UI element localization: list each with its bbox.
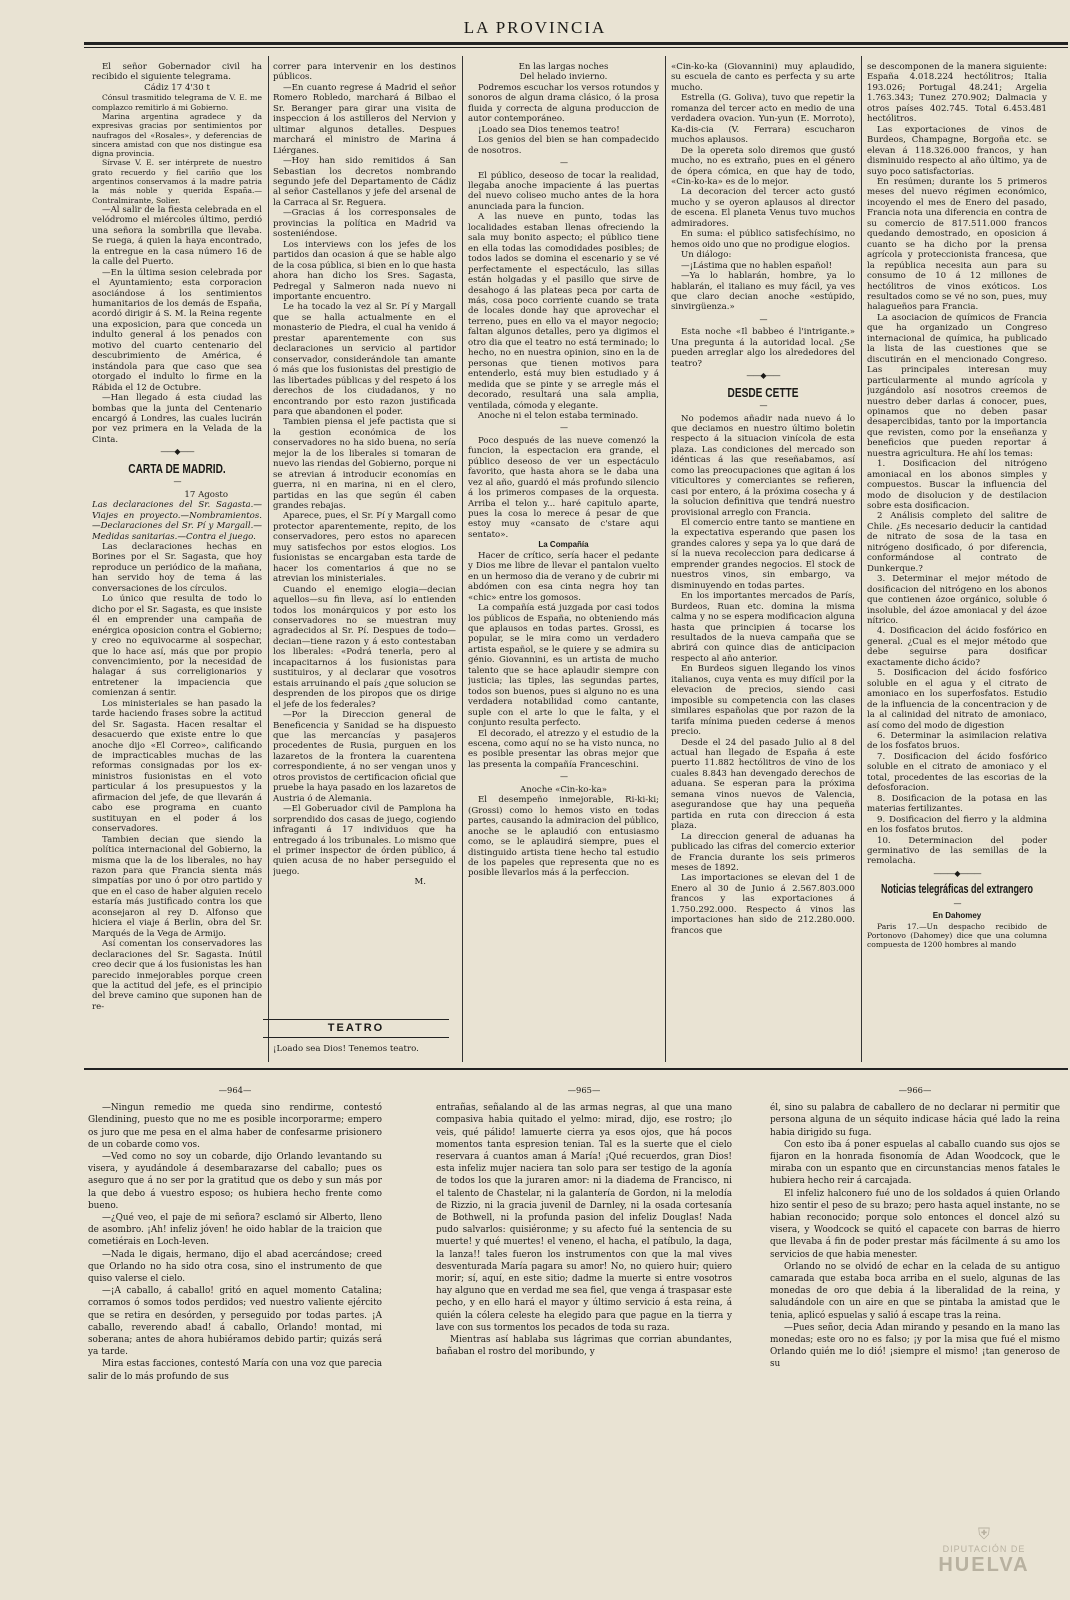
folletin-column-1 [88,1084,382,1584]
paragraph: —Ya lo hablarán, hombre, ya lo hablarán, el italiano es muy fácil, ya ves que claro decian anoche «estúpido, sinvirgüenza.» [671,271,855,313]
paragraph: El comercio entre tanto se mantiene en la expectativa esperando que pasen los grandes calores y sepa ya lo que dará de sí la nueva recoleccion para dedicarse á emprender grandes negocios. El stock de nuestros vinos, sin embargo, va disminuyendo en todas partes. [671,518,855,591]
page-number: —966— [898,1085,932,1095]
top-rule-thin [84,47,1068,48]
column-1 [92,62,262,1070]
paragraph: 7. Dosificacion del ácido fosfórico soluble en el citrato de amoniaco y el total, procedentes de las escorias de la defosforacion. [867,751,1047,794]
paragraph: «Cin-ko-ka (Giovannini) muy aplaudido, su escuela de canto es perfecta y su arte mucho. [671,62,855,93]
paragraph: En Burdeos siguen llegando los vinos italianos, cuya venta es muy difícil por la elevacion de precios, siendo casi imposible su competencia con las clases similares españolas que por razon de la tarifa mínima pueden cederse á menos precio. [671,664,855,738]
paragraph: Los genios del bien se han compadecido de nosotros. [468,135,659,156]
paragraph: Los interviews con los jefes de los partidos dan ocasion á que se hable algo de la cosa pública, si bien en lo que hasta ahora han dicho los Sres. Sagasta, Pedregal y Salmeron nada nuevo ni importante encuentro. [273,239,456,302]
paragraph: De la opereta solo diremos que gustó mucho, no es extraño, pues en el género de ópera cómica, en que hay de todo, «Cin-ko-ka» es de lo mejor. [671,145,855,187]
paragraph: —Han llegado á esta ciudad las bombas que la junta del Centenario encargó á Londres, las cuales lucirán por vez primera en la Velada de la Cinta. [92,393,262,445]
paragraph: Cónsul trasmitido telegrama de V. E. me complazco remitirlo á mi Gobierno. [92,93,262,112]
subheading-la-compania: La Compañía [538,540,589,550]
paragraph: Con esto iba á poner espuelas al caballo cuando sus ojos se fijaron en la honrada fisonomía de Adan Woodcock, que le miraba con un espanto que en circunstancias menos fatales le hubiera hecho reir á carcajada. [770,1139,1060,1187]
paragraph: El público, deseoso de tocar la realidad, llegaba anoche impaciente á las puertas del nuevo coliseo mucho antes de la hora anunciada para la funcion. [468,170,659,212]
paragraph: Mira estas facciones, contestó María con una voz que parecia salir de lo más profundo de sus [88,1359,382,1382]
paragraph: —¿Qué veo, el paje de mi señora? esclamó sir Alberto, lleno de asombro. ¡Ah! infeliz jóven! he oido hablar de la traicion que cometiérais en Loch-leven. [88,1213,382,1248]
paragraph: —El Goberuador civil de Pamplona ha sorprendido dos casas de juego, cogiendo infraganti á 17 individuos que ha entregado á los tribunales. Lo mismo que el primer inspector de órden público, á quien acusa de no haber perseguido el juego. [273,804,456,877]
paragraph: 5. Dosificacion del ácido fosfórico soluble en el agua y el citrato de amoniaco en los superfosfatos. Estudio de la influencia de la concentracion y de la al calinidad del nitrato de amoniaco, así como del modo de digestion [867,668,1047,731]
paragraph: 4. Dosificacion del ácido fosfórico en general. ¿Cual es el mejor método que debe seguirse para dosificar exactamente dicho ácido? [867,626,1047,668]
folletin-rule [84,1068,1068,1070]
column-divider [268,56,269,1062]
ornament-divider: ———◆——— [933,868,981,878]
column-5 [867,62,1047,1070]
masthead-title: LA PROVINCIA [463,18,607,37]
ornament-divider: — [953,898,961,908]
paragraph: A las nueve en punto, todas las localidades estaban llenas ofreciendo la sala muy bonito aspecto; el público tiene en ella todas las comodidades posibles; de todos lados se domina el escenario y se vé perfectamente el espectáculo, las sillas están holgadas y el pasillo que sirve de desahogo á las plateas peca por carta de más, cosa poco corriente cuando se trata de locales donde hay que aprovechar el terreno, pues en ello va el mayor negocio; faltan algunos detalles, pero ya digimos el otro dia que el teatro no está terminado; lo hecho, no en nuestra opinion, sino en la de personas que tienen motivos para entenderlo, está muy bien estudiado y á medida que se pinte y se arregle más el decorado, resultará una sala amplia, ventilada, cómoda y elegante. [468,212,659,411]
subheading-en-dahomey: En Dahomey [932,911,982,921]
paragraph: Lo único que resulta de todo lo dicho por el Sr. Sagasta, es que insiste él en emprender una campaña de enérgica oposicion contra el Gobierno; y creo no equivocarme al sospechar, que lo hace así, más que por propio convencimiento, por la necesidad de halagar á sus correligionarios y entretener la impaciencia que comienzan á sentir. [92,594,262,699]
paragraph: La decoracion del tercer acto gustó mucho y se oyeron aplausos al director de escena. El planeta Venus tuvo muchos admiradores. [671,187,855,229]
paragraph: —En la última sesion celebrada por el Ayuntamiento; esta corporacion asociándose á los sentimientos humanitarios de los demás de España, acordó dirigir á S. M. la Reina regente una exposicion, para que conceda un indulto general á los penados con motivo del cuarto centenario del descubrimiento de América, é instándola para que caso que sea otorgado el indulto lo firme en la Rábida el 12 de Octubre. [92,267,262,393]
paragraph: El señor Gobernador civil ha recibido el siguiente telegrama. [92,62,262,83]
section-header-teatro: TEATRO [263,1019,449,1038]
paragraph: 3. Determinar el mejor método de dosificacion del nitrógeno en los abonos que contienen ázoe orgánico, soluble ó insoluble, del ázoe amoniacal y del ázoe nítrico. [867,574,1047,627]
column-divider [462,56,463,1062]
column-4 [671,62,855,1070]
paragraph: Le ha tocado la vez al Sr. Pí y Margall que se halla actualmente en el monasterio de Piedra, el cual ha venido á prestar aparentemente con sus declaraciones un servicio al partidor conservador, considerándole tan amante ó más que los fusionistas del prestigio de las libertades públicas y del respeto á los derechos de los ciudadanos, y no encontrando por esto razon justificada para que abandonen el poder. [273,302,456,417]
paragraph: El decorado, el atrezzo y el estudio de la escena, como aquí no se ha visto nunca, no es posible presentar las obras mejor que las presenta la compañía Franceschini. [468,728,659,770]
paragraph: Tambien piensa el jefe pactista que si la gestion económica de los conservadores no ha sido buena, no sería mejor la de los liberales si tomaran de nuevo las riendas del Gobierno, porque ni se atrevian á introducir economías en guerra, ni en marina, ni en el clero, partidas en las que según él caben grandes rebajas. [273,417,456,512]
paragraph: Paris 17.—Un despacho recibido de Portonovo (Dahomey) dice que una columna compuesta de 1200 hombres al mando [867,921,1047,950]
watermark-line: DIPUTACIÓN DE [942,1544,1026,1554]
section-header-desde-cette: DESDE CETTE [727,384,799,400]
paragraph: 1. Dosificacion del nitrógeno amoniacal en los abonos simples y compuestos. Buscar la influencia del modo de disolucion y de destilacion sobre esta dosificacion. [867,459,1047,512]
paragraph: No podemos añadir nada nuevo á lo que deciamos en nuestro último boletin respecto á la situacion vinícola de esta plaza. Las condiciones del mercado son idénticas á las que reseñabamos, así como las preocupaciones que agitan á los viticultores y comerciantes se refieren, casi por entero, á la próxima cosecha y á la solucion definitiva que tendrá nuestro provisional arreglo con Francia. [671,413,855,518]
paragraph: Sírvase V. E. ser intérprete de nuestro grato recuerdo y fiel cariño que los argentinos conservamos á la madre patria la más noble y querida España.—Contralmirante, Solier. [92,158,262,205]
paragraph: En los importantes mercados de París, Burdeos, Ruan etc. domina la misma calma y no se espera modificacion alguna hasta que principien á tocarse los resultados de la nueva campaña que se abrirá con quince dias de anticipacion respecto al año anterior. [671,591,855,664]
ornament-divider: — [560,772,567,782]
ornament-divider: — [759,314,767,324]
paragraph: Las declaraciones hechas en Borines por el Sr. Sagasta, que hoy reproduce un periódico de la mañana, han servido hoy de tema á las conversaciones de los círculos. [92,541,262,594]
section-header-noticias-telegraficas: Noticias telegráficas del extrangero [880,882,1034,897]
column-divider [861,56,862,1062]
paragraph: 9. Dosificacion del fierro y la aldmina en los fosfatos brutos. [867,814,1047,836]
column-divider [665,56,666,1062]
paragraph: Anoche «Cin-ko-ka» [520,784,607,795]
paragraph: 10. Determinacion del poder germinativo de las semillas de la remolacha. [867,835,1047,867]
dateline: 17 Agosto [184,489,228,500]
ornament-divider: — [173,477,181,487]
paragraph: —Pues señor, decia Adan mirando y pesando en la mano las monedas; este oro no es falso; ¡y por la misa que fué el mismo Orlando quién me lo dió! ¡siempre el mismo! ¡tan generoso de su [770,1322,1060,1370]
folletin-column-3 [770,1084,1060,1524]
paragraph: Marina argentina agradece y da expresivas gracias por sentimientos por naufragos del «Rosales», y deferencias de sincera amistad con que nos distingue esa digna provincia. [92,111,262,159]
paragraph: —Por la Direccion general de Beneficencia y Sanidad se ha dispuesto que las mercancías y pasajeros procedentes de Rusia, purguen en los lazaretos de la frontera la cuarentena correspondiente, á no ser vengan unos y otros provistos de certificacion oficial que pruebe la haya pasado en los lazaretos de Austria ó de Alemania. [273,710,456,804]
paragraph: 8. Dosificacion de la potasa en las materias fertilizantes. [867,793,1047,815]
paragraph: Aparece, pues, el Sr. Pí y Margall como protector aparentemente, repito, de los conservadores, pero estos no aparecen muy satisfechos por estos elogios. Los fusionistas se encargaban esta tarde de hacer los comentarios á que no se atrevian los ministeriales. [273,511,456,585]
paragraph: En suma: el público satisfechísimo, no hemos oido uno que no prodigue elogios. [671,229,855,250]
paragraph: Esta noche «Il babbeo é l'intrigante.» Una pregunta á la autoridad local. ¿Se pueden arreglar algo los alrededores del teatro? [671,327,855,369]
crest-icon: ⛨ [977,1526,990,1543]
paragraph: La asociacion de químicos de Francia que ha organizado un Congreso internacional de química, ha publicado la lista de las cuestiones que se discutirán en el mencionado Congreso. Las principales interesan muy particularmente al mundo agrícola y juzgándolo así nosotros creemos de nuestro deber darlas á conocer, pues, opinamos que no deben pasar desapercibidas, tanto por la importancia que revisten, como por la enseñanza y beneficios que pueden reportar á nuestra agricultura. He ahí los temas: [867,312,1047,459]
paragraph: Cuando el enemigo elogia—decian aquellos—su fin lleva, así lo entienden todos los monárquicos y por esto los conservadores no se muestran muy agradecidos al Sr. Pí. Despues de todo—decian—tiene razon y á esto contestaban los liberales: «Podrá tenerla, pero al incapacitarnos á los fusionistas para sustituiros, y al declarar que vosotros estais arruinando el país ¿que solucion se desprenden de los piropos que os dirige el jefe de los federales? [273,584,456,710]
paragraph: Poco después de las nueve comenzó la funcion, la espectacion era grande, el público deseoso de ver un espectáculo favorito, que hasta ahora se le daba una vez al año, guardó el más profundo silencio á los primeros compases de la orquesta. Arriba el telon y... haré capitulo aparte, pues la cosa lo merece á pesar de que estoy muy «cansato de c'stare aqui sentato». [468,435,659,540]
paragraph: —Al salir de la fiesta celebrada en el velódromo el miércoles último, perdió una señora la sombrilla que llevaba. Se ruega, á quien la haya encontrado, la entregue en la casa número 16 de la calle del Puerto. [92,204,262,268]
paragraph: —Ningun remedio me queda sino rendirme, contestó Glendining, puesto que no me es posible incorporarme; empero os juro que me pesa en el alma haber de confesarme prisionero de un cobarde como vos. [88,1103,382,1150]
paragraph: Anoche ni el telon estaba terminado. [478,410,639,421]
paragraph: Así comentan los conservadores las declaraciones del Sr. Sagasta. Inútil creo decir que á los fusionistas les han parecido inmejorables porque creen que la actitud del jefe, es el principio del breve camino que suponen han de re- [92,939,262,1012]
paragraph: Los ministeriales se han pasado la tarde haciendo frases sobre la actitud del Sr. Sagasta. Hacen resaltar el desacuerdo que existe entre lo que anoche dijo «El Correo», calificando de impracticables muchas de las reformas consignadas por los ex-ministros fusionistas en el voto particular á los presupuestos y la afirmacion del jefe, de que llevarán á cabo ese programa en cuanto sustituyan en el poder á los conservadores. [92,698,262,835]
paragraph: —Nada le digais, hermano, dijo el abad acercándose; creed que Orlando no ha sido otra cosa, sino el instrumento de que quiso valerse el cielo. [88,1249,382,1285]
paragraph: 2 Análisis completo del salitre de Chile. ¿Es necesario deducir la cantidad de nitrato de sosa de la tasa en nitrógeno dosificado, ó por diferencia, conformándose al contrato de Dunkerque.? [867,511,1047,574]
paragraph: Desde el 24 del pasado Julio al 8 del actual han llegado de España á este puerto 11.882 hectólitros de vino de los cuales 8.843 han devengado derechos de aduana. Se esperan para la próxima semana vinos nuevos de Valencia, asegurandose que hay una pequeña partida en ruta con direccion á esta plaza. [671,737,855,832]
paragraph: él, sino su palabra de caballero de no declarar ni permitir que persona alguna de un séquito indicase hácia qué lado la reina habia dirigido su fuga. [770,1103,1060,1138]
paragraph: El desempeño inmejorable, Ri-ki-ki; (Grossi) como lo hemos visto en todas partes, causando la admiracion del público, anoche se le aplaudió con entusiasmo como, se le aplaudirá siempre, pues el distinguido artista tiene hecho tal estudio de los papeles que representa que no es posible llevarlos más á la perfeccion. [468,795,659,879]
telegram-date: Cádiz 17 4'30 t [144,82,210,93]
ornament-divider: — [560,423,567,433]
ornament-divider: ——◆—— [746,371,780,381]
paragraph: —Ved como no soy un cobarde, dijo Orlando levantando su visera, y ayudándole á desembarazarse del caballo; pues os aseguro que á no ser por la gratitud que os debo y sun más por la que debo á vuestro esposo; os hubiera hecho frente como bueno. [88,1152,382,1211]
paragraph: La compañía está juzgada por casi todos los públicos de España, no obteniendo más que aplausos en todas partes. Grossi, es popular, se le mira como un verdadero artista español, se le quiere y se admira su génio. Giovannini, es un artista de mucho talento que se hace aplaudir siempre con justicia; las tiples, las segundas partes, todos son buenos, pues si alguno no es una verdadera notabilidad como cantante, suple con el arte lo que le falta, y el conjunto resulta perfecto. [468,603,659,729]
paragraph: —Hoy han sido remitidos á San Sebastian los decretos nombrando segundo jefe del Departamento de Cádiz al señor Castellanos y jefe del arsenal de la Carraca al Sr. Reguera. [273,156,456,208]
ornament-divider: — [560,158,567,168]
section-summary: Las declaraciones del Sr. Sagasta.—Viajes en proyecto.—Nombramientos.—Declaraciones del Sr. Pí y Margall.—Medidas sanitarias.—Contra el juego. [92,500,262,542]
paragraph: —¡Lástima que no hablen español! [681,260,833,271]
paragraph: Orlando no se olvidó de echar en la celada de su antiguo camarada que estaba boca arriba en el suelo, algunas de las monedas de oro que debia á la liberalidad de la reina, y saludándole con un aire en que se pintaba la amistad que le tenia, aplicó espuelas y salió á escape tras la reina. [770,1261,1060,1321]
paragraph: ¡Loado sea Dios! Tenemos teatro. [273,1044,419,1054]
page-number: —964— [218,1085,252,1095]
paragraph: La direccion general de aduanas ha publicado las cifras del comercio exterior de Francia durante los seis primeros meses de 1892. [671,831,855,873]
archive-watermark [936,1526,1032,1586]
watermark-line: HUELVA [938,1554,1030,1576]
paragraph: correr para intervenir en los destinos públicos. [273,62,456,83]
paragraph: —¡A caballo, á caballo! gritó en aquel momento Catalina; corramos ó somos todos perdidos; ved nuestro valiente ejército que se retira en desórden, y perseguido por todas partes. ¡A caballo, reverendo abad! á caballo, Orlando! montad, mi soberana; antes de ahora hubiéramos debido partir; quizás será ya tarde. [88,1286,382,1358]
verse-line: Del helado invierno. [519,72,608,83]
ornament-divider: ——◆—— [160,447,194,457]
paragraph: Podremos escuchar los versos rotundos y sonoros de algun drama clásico, ó la prosa fluida y correcta de alguna produccion de autor contemporáneo. [468,82,659,125]
paragraph: Mientras así hablaba sus lágrimas que corrian abundantes, bañaban el rostro del moribundo, y [436,1335,732,1358]
paragraph: se descomponen de la manera siguiente: España 4.018.224 hectólitros; Italia 193.026; Portugal 48.241; Argelia 1.763.343; Tunez 270.902; Dalmacia y otros países 402.745. Total 6.453.481 hectólitros. [867,62,1047,125]
paragraph: Las exportaciones de vinos de Burdeos, Champagne, Borgoña etc. se elevan á 118.326.000 francos, y han disminuido respecto al año último, ya de suyo poco satisfactorias. [867,124,1047,177]
signature: M. [414,877,426,888]
paragraph: Las importaciones se elevan del 1 de Enero al 30 de Junio á 2.567.803.000 francos y las exportaciones á 1.750.292.000. Respecto á vinos las importaciones han sido de 212.280.000. francos que [671,873,855,936]
paragraph: —Gracias á los corresponsales de provincias la política en Madrid va sosteniéndose. [273,208,456,240]
top-rule [84,42,1068,45]
paragraph: El infeliz halconero fué uno de los soldados á quien Orlando hizo sentir el peso de su brazo; pero hasta aquel instante, no se habian reconocido; porque solo entonces el doncel alzó su visera, y Woodcock se quitó el capacete con barras de hierro que llevaba á fin de poder prestar más fácilmente á su amo los servicios de que habia menester. [770,1188,1060,1260]
column-3 [468,62,659,1070]
paragraph: ¡Loado sea Dios tenemos teatro! [478,124,620,135]
folletin-column-2 [436,1084,732,1584]
paragraph: En resúmen; durante los 5 primeros meses del nuevo régimen económico, incoyendo el mes de Enero del pasado, Francia nota una diferencia en contra de su comercio de 817.511.000 francos quedando demostrado, en oposicion á cuanto se ha dicho por la prensa agrícola y proteccionista francesa, que la república necesita aun para su consumo de 10 á 12 millones de hectólitros de vinos exóticos. Los resultados como se vé no son, pues, muy halagueños para Francia. [867,176,1047,313]
column-2-bottom [273,1044,456,1058]
paragraph: Un diálogo: [681,250,732,261]
page-number: —965— [567,1085,601,1095]
paragraph: 6. Determinar la asimilacion relativa de los fosfatos bruos. [867,731,1047,752]
column-2 [273,62,456,1012]
verse-line: En las largas noches [518,62,609,72]
section-header-carta-de-madrid: CARTA DE MADRID. [128,460,226,476]
paragraph: Hacer de crítico, sería hacer el pedante y Dios me libre de llevar el pantalon vuelto en un hermoso dia de verano y de cubrir mi abdómen con esa cinta negra hoy tan «chic» entre los gomosos. [468,550,659,603]
paragraph: Estrella (G. Goliva), tuvo que repetir la romanza del tercer acto en medio de una verdadera ovacion. Yun-yun (E. Morroto), Ka-dis-cia (V. Ferrara) escucharon muchos aplausos. [671,93,855,146]
paragraph: Tambien decian que siendo la política internacional del Gobierno, la misma que la de los liberales, no hay razon para que Francia sienta más simpatías por uno ó por otro partido y que en el caso de haber alguien recelo estaría más justificado contra los que aconsejaron al rey D. Alfonso que hiciera el viaje á Berlin, obra del Sr. Marqués de la Vega de Armijo. [92,834,262,939]
paragraph: entrañas, señalando al de las armas negras, al que una mano compasiva habia quitado el yelmo: mirad, dijo, ese rostro; ¡lo veis, qué pálido! lamuerte cierra ya esos ojos, que há pocos momentos tanta espresion tenian. Tal es la suerte que el cielo reservara á cuantos aman á María! ¡Qué recuerdos, gran Dios! esta infeliz mujer naciera tan solo para ser testigo de la agonía de todos los que la juraren amor: ni la diadema de Francisco, ni el talento de Chastelar, ni la galantería de Gordon, ni la melodía de Rizzio, ni la gracia juvenil de Darnley, ni la osada cortesanía de Bothwell, ni la profunda pasion del infeliz Douglas! Nada pudo salvarlos: quisiéronme; y su afecto fué la sentencia de su muerte! y qué muertes! el veneno, el hacha, el patíbulo, la daga, la lanza!! tales fueron los instrumentos con que la mal vives desventurada María pagara su amor! No, no quiero huir; quiero morir; sí, aquí, en este sitio; dadme la muerte si entre vosotros hay alguno que en verdad me sea fiel, que venga á traspasar este pecho, y en ello hará el mayor y último servicio á esta reina, á quién la cólera celeste ha elegido para que pague en la tierra y lave con sus tormentos los pecados de toda su raza. [436,1103,732,1333]
paragraph: —En cuanto regrese á Madrid el señor Romero Robledo, marchará á Bilbao el Sr. Beranger para girar una visita de inspeccion á los astilleros del Nervion y ultimar algunos detalles. Despues marchará el ministro de Marina á Liérganes. [273,82,456,156]
ornament-divider: — [759,401,767,411]
